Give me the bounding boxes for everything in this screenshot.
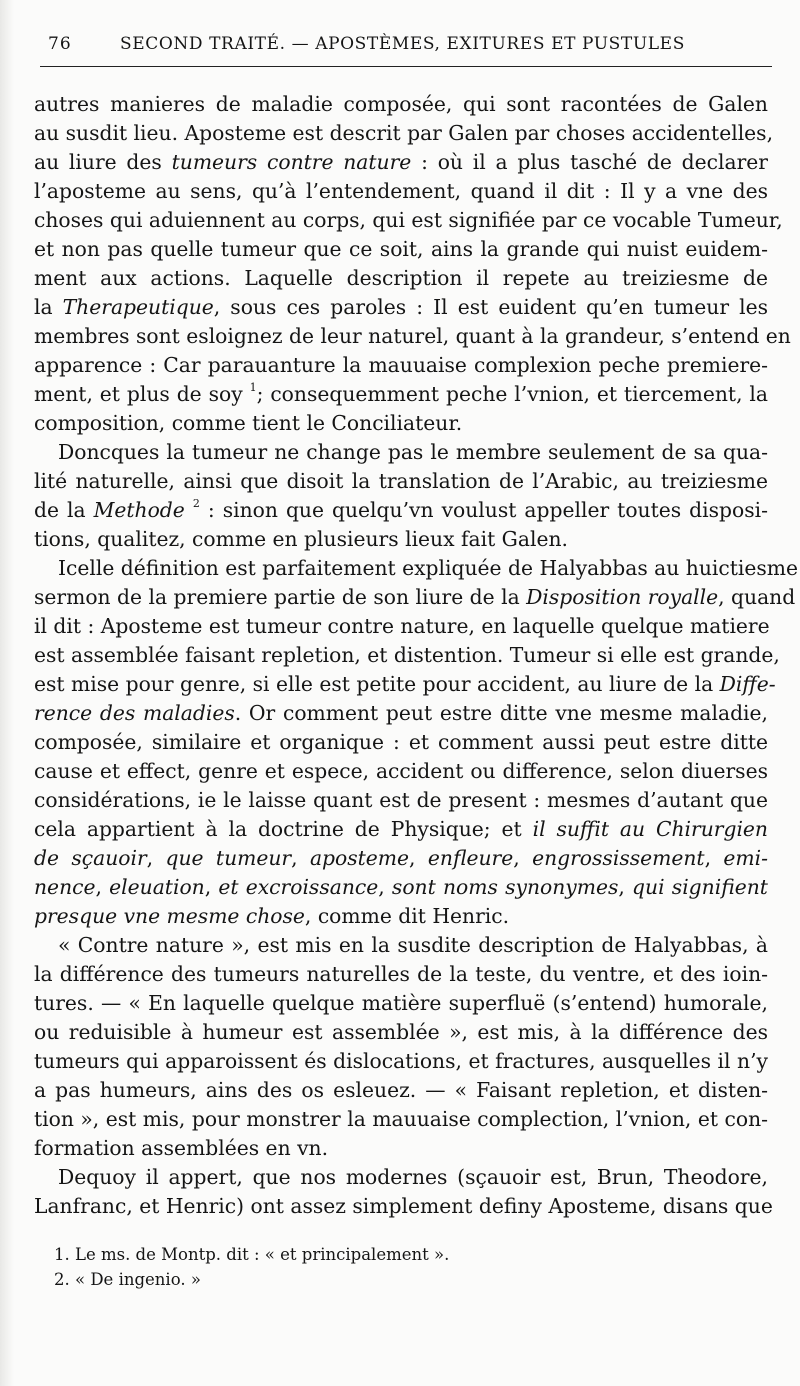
text-line: Lanfranc, et Henric) ont assez simplement definy Aposteme, disans que: [34, 1194, 773, 1218]
text-line: au liure des tumeurs contre nature : où il a plus tasché de declarer: [34, 150, 768, 174]
text-line: rence des maladies. Or comment peut estre ditte vne mesme maladie,: [34, 701, 768, 725]
text-line: sermon de la premiere partie de son liure de la Disposition royalle, quand: [34, 585, 796, 609]
text-line: Dequoy il appert, que nos modernes (sçauoir est, Brun, Theodore,: [58, 1165, 768, 1189]
text-line: la différence des tumeurs naturelles de la teste, du ventre, et des ioin-: [34, 962, 768, 986]
footnote-2: 2. « De ingenio. »: [54, 1270, 201, 1289]
text-line: de sçauoir, que tumeur, aposteme, enfleure, engrossissement, emi-: [34, 846, 768, 870]
text-line: presque vne mesme chose, comme dit Henric.: [34, 904, 510, 928]
footnote-marker: 2: [192, 497, 200, 511]
text-line: tures. — « En laquelle quelque matière superfluë (s’entend) humorale,: [34, 991, 768, 1015]
text-line: composée, similaire et organique : et comment aussi peut estre ditte: [34, 730, 768, 754]
text-line: est assemblée faisant repletion, et distention. Tumeur si elle est grande,: [34, 643, 780, 667]
text-line: membres sont esloignez de leur naturel, quant à la grandeur, s’entend en: [34, 324, 791, 348]
text-line: la Therapeutique, sous ces paroles : Il est euident qu’en tumeur les: [34, 295, 768, 319]
text-line: l’aposteme au sens, qu’à l’entendement, quand il dit : Il y a vne des: [34, 179, 768, 203]
footnote-marker: 1: [249, 381, 257, 395]
text-line: il dit : Aposteme est tumeur contre nature, en laquelle quelque matiere: [34, 614, 770, 638]
text-line: autres manieres de maladie composée, qui sont racontées de Galen: [34, 92, 768, 116]
text-line: choses qui aduiennent au corps, qui est signifiée par ce vocable Tumeur,: [34, 208, 783, 232]
text-line: tions, qualitez, comme en plusieurs lieux fait Galen.: [34, 527, 568, 551]
text-line: tumeurs qui apparoissent és dislocations, et fractures, ausquelles il n’y: [34, 1049, 768, 1073]
text-line: et non pas quelle tumeur que ce soit, ains la grande qui nuist euidem-: [34, 237, 768, 261]
text-line: ou reduisible à humeur est assemblée », est mis, à la différence des: [34, 1020, 768, 1044]
text-line: lité naturelle, ainsi que disoit la translation de l’Arabic, au treiziesme: [34, 469, 768, 493]
text-line: nence, eleuation, et excroissance, sont noms synonymes, qui signifient: [34, 875, 768, 899]
text-line: au susdit lieu. Aposteme est descrit par Galen par choses accidentelles,: [34, 121, 774, 145]
body-text: [34, 90, 799, 1221]
text-line: a pas humeurs, ains des os esleuez. — « Faisant repletion, et disten-: [34, 1078, 768, 1102]
text-line: apparence : Car parauanture la mauuaise complexion peche premiere-: [34, 353, 768, 377]
text-line: de la Methode $^2$ : sinon que quelqu’vn voulust appeller toutes disposi-: [34, 497, 768, 522]
footnote-1: 1. Le ms. de Montp. dit : « et principalement ».: [54, 1245, 450, 1264]
text-line: ment aux actions. Laquelle description il repete au treiziesme de: [34, 266, 768, 290]
footnotes: [54, 1242, 449, 1292]
text-line: ment, et plus de soy $^1$; consequemment peche l’vnion, et tiercement, la: [34, 381, 768, 406]
running-title: SECOND TRAITÉ. — APOSTÈMES, EXITURES ET PUSTULES: [120, 34, 685, 54]
text-line: cela appartient à la doctrine de Physique; et il suffit au Chirurgien: [34, 817, 768, 841]
text-line: est mise pour genre, si elle est petite pour accident, au liure de la Diffe-: [34, 672, 776, 696]
text-line: Icelle définition est parfaitement expliquée de Halyabbas au huictiesme: [58, 556, 799, 580]
text-line: Doncques la tumeur ne change pas le membre seulement de sa qua-: [58, 440, 768, 464]
text-line: considérations, ie le laisse quant est de present : mesmes d’autant que: [34, 788, 768, 812]
text-line: tion », est mis, pour monstrer la mauuaise complection, l’vnion, et con-: [34, 1107, 768, 1131]
text-line: « Contre nature », est mis en la susdite description de Halyabbas, à: [58, 933, 768, 957]
text-line: formation assemblées en vn.: [34, 1136, 329, 1160]
text-line: cause et effect, genre et espece, accident ou difference, selon diuerses: [34, 759, 768, 783]
text-line: composition, comme tient le Conciliateur.: [34, 411, 463, 435]
running-header: [40, 30, 772, 67]
page-number: 76: [48, 34, 72, 54]
